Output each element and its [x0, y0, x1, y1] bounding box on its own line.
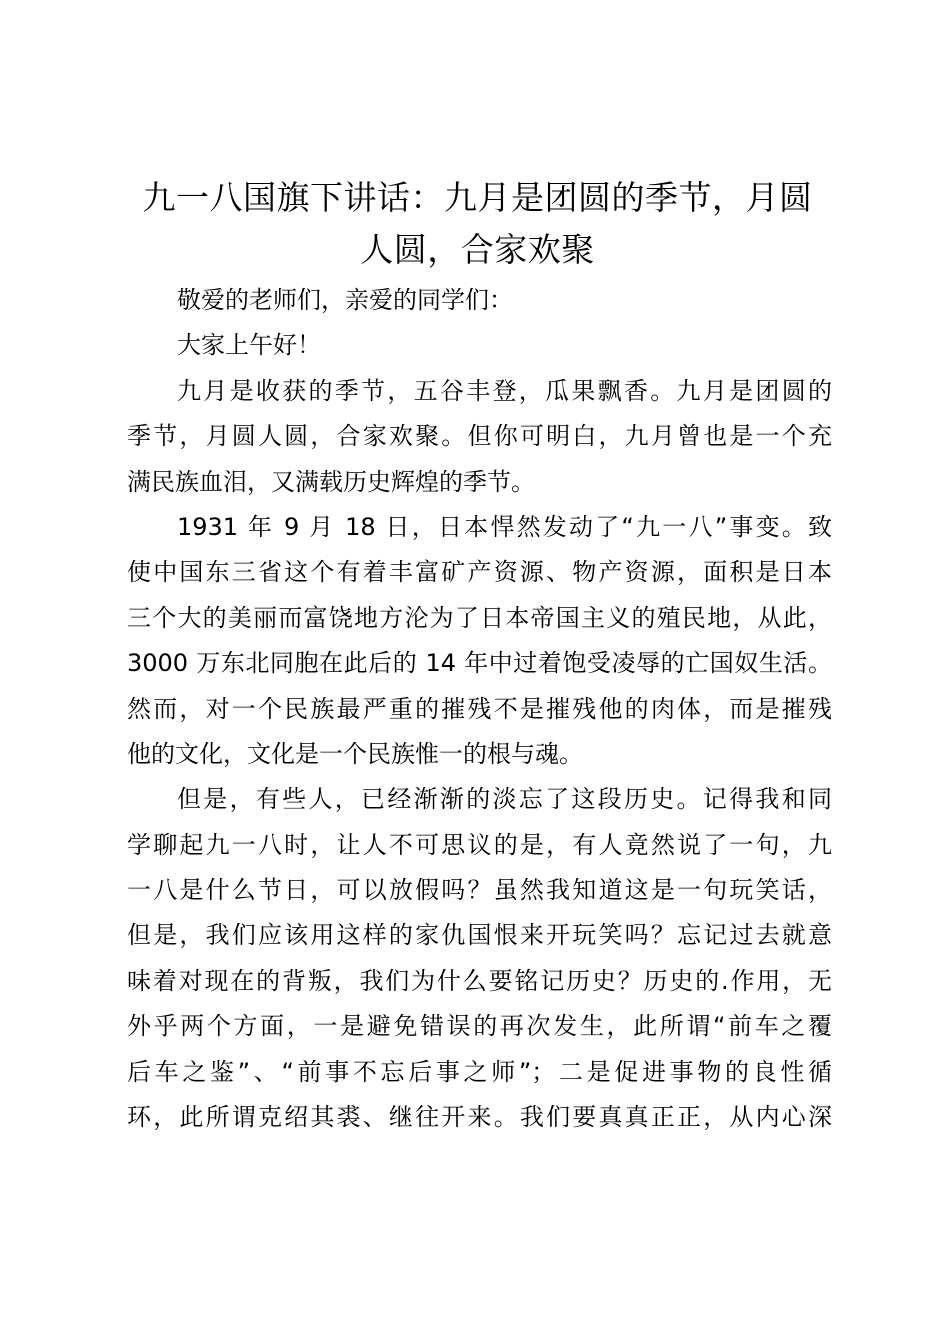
- paragraph-line: 满民族血泪，又满载历史辉煌的季节。: [127, 467, 535, 496]
- paragraph-line: 但是，有些人，已经渐渐的淡忘了这段历史。记得我和同: [177, 785, 832, 814]
- paragraph-2: [127, 505, 832, 777]
- paragraph-line: 然而，对一个民族最严重的摧残不是摧残他的肉体，而是摧残: [127, 694, 832, 723]
- paragraph-line: 3000 万东北同胞在此后的 14 年中过着饱受凌辱的亡国奴生活。: [127, 649, 832, 678]
- title-line-2: 人圆，合家欢聚: [360, 230, 595, 269]
- document-body: [127, 278, 832, 1140]
- paragraph-line: 九月是收获的季节，五谷丰登，瓜果飘香。九月是团圆的: [177, 376, 832, 405]
- paragraph-line: 后车之鉴”、“前事不忘后事之师”；二是促进事物的良性循: [127, 1057, 832, 1086]
- salutation-line: 大家上午好！: [177, 331, 321, 360]
- document-title: [110, 172, 845, 276]
- paragraph-line: 学聊起九一八时，让人不可思议的是，有人竟然说了一句，九: [127, 830, 832, 859]
- paragraph-line: 使中国东三省这个有着丰富矿产资源、物产资源，面积是日本: [127, 558, 832, 587]
- paragraph-line: 季节，月圆人圆，合家欢聚。但你可明白，九月曾也是一个充: [127, 422, 832, 451]
- paragraph-line: 他的文化，文化是一个民族惟一的根与魂。: [127, 739, 583, 768]
- paragraph-line: 三个大的美丽而富饶地方沦为了日本帝国主义的殖民地，从此，: [127, 603, 832, 632]
- title-line-1: 九一八国旗下讲话：九月是团圆的季节，月圆: [142, 178, 813, 217]
- paragraph-line: 但是，我们应该用这样的家仇国恨来开玩笑吗？忘记过去就意: [127, 921, 832, 950]
- paragraph-line: 环，此所谓克绍其裘、继往开来。我们要真真正正，从内心深: [127, 1103, 832, 1132]
- paragraph-1: [127, 369, 832, 505]
- paragraph-line: 外乎两个方面，一是避免错误的再次发生，此所谓“前车之覆: [127, 1012, 832, 1041]
- greeting-line: 敬爱的老师们，亲爱的同学们：: [177, 286, 513, 314]
- paragraph-line: 1931 年 9 月 18 日，日本悍然发动了“九一八”事变。致: [177, 512, 832, 541]
- paragraph-3: [127, 777, 832, 1140]
- paragraph-line: 味着对现在的背叛，我们为什么要铭记历史？历史的.作用，无: [127, 966, 832, 995]
- paragraph-line: 一八是什么节日，可以放假吗？虽然我知道这是一句玩笑话，: [127, 876, 832, 905]
